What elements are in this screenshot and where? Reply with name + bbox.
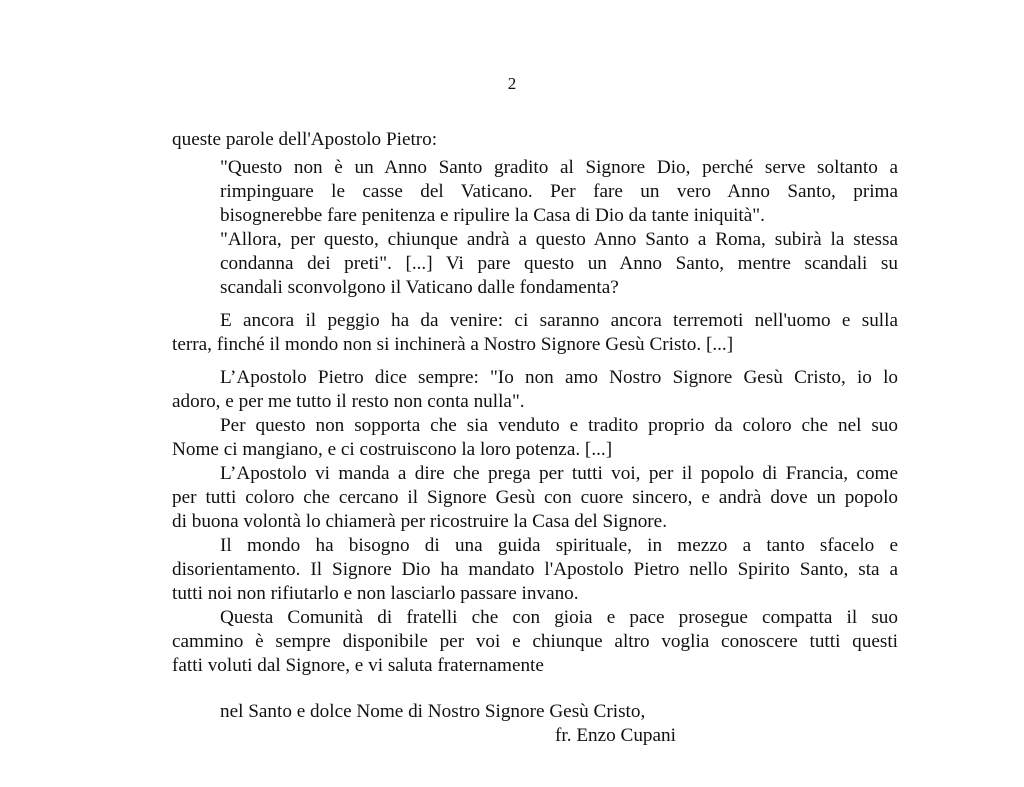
- paragraph-line: tutti noi non rifiutarlo e non lasciarlo passare invano.: [172, 583, 579, 604]
- paragraph-line: terra, finché il mondo non si inchinerà a Nostro Signore Gesù Cristo. [...]: [172, 334, 734, 355]
- paragraph-line: Nome ci mangiano, e ci costruiscono la loro potenza. [...]: [172, 439, 613, 460]
- quote-line: scandali sconvolgono il Vaticano dalle fondamenta?: [220, 277, 619, 298]
- paragraph-line: disorientamento. Il Signore Dio ha mandato l'Apostolo Pietro nello Spirito Santo, sta a: [172, 559, 898, 580]
- paragraph-line: cammino è sempre disponibile per voi e chiunque altro voglia conoscere tutti questi: [172, 631, 898, 652]
- signature: fr. Enzo Cupani: [555, 725, 676, 746]
- quote-line: condanna dei preti". [...] Vi pare questo un Anno Santo, mentre scandali su: [220, 253, 898, 274]
- paragraph-line: Questa Comunità di fratelli che con gioia e pace prosegue compatta il suo: [220, 607, 898, 628]
- paragraph-line: adoro, e per me tutto il resto non conta nulla".: [172, 391, 525, 412]
- quote-line: rimpinguare le casse del Vaticano. Per fare un vero Anno Santo, prima: [220, 181, 898, 202]
- page-number: 2: [507, 74, 517, 93]
- paragraph-line: E ancora il peggio ha da venire: ci saranno ancora terremoti nell'uomo e sulla: [220, 310, 898, 331]
- quote-line: "Questo non è un Anno Santo gradito al Signore Dio, perché serve soltanto a: [220, 157, 898, 178]
- paragraph-line: per tutti coloro che cercano il Signore Gesù con cuore sincero, e andrà dove un popolo: [172, 487, 898, 508]
- paragraph-line: fatti voluti dal Signore, e vi saluta fraternamente: [172, 655, 544, 676]
- paragraph-line: Per questo non sopporta che sia venduto e tradito proprio da coloro che nel suo: [220, 415, 898, 436]
- paragraph-line: L’Apostolo Pietro dice sempre: "Io non amo Nostro Signore Gesù Cristo, io lo: [220, 367, 898, 388]
- closing-salutation: nel Santo e dolce Nome di Nostro Signore Gesù Cristo,: [220, 701, 646, 722]
- quote-line: "Allora, per questo, chiunque andrà a questo Anno Santo a Roma, subirà la stessa: [220, 229, 898, 250]
- quote-line: bisognerebbe fare penitenza e ripulire la Casa di Dio da tante iniquità".: [220, 205, 765, 226]
- intro-line: queste parole dell'Apostolo Pietro:: [172, 129, 438, 150]
- paragraph-line: di buona volontà lo chiamerà per ricostruire la Casa del Signore.: [172, 511, 667, 532]
- paragraph-line: Il mondo ha bisogno di una guida spirituale, in mezzo a tanto sfacelo e: [220, 535, 898, 556]
- paragraph-line: L’Apostolo vi manda a dire che prega per tutti voi, per il popolo di Francia, come: [220, 463, 898, 484]
